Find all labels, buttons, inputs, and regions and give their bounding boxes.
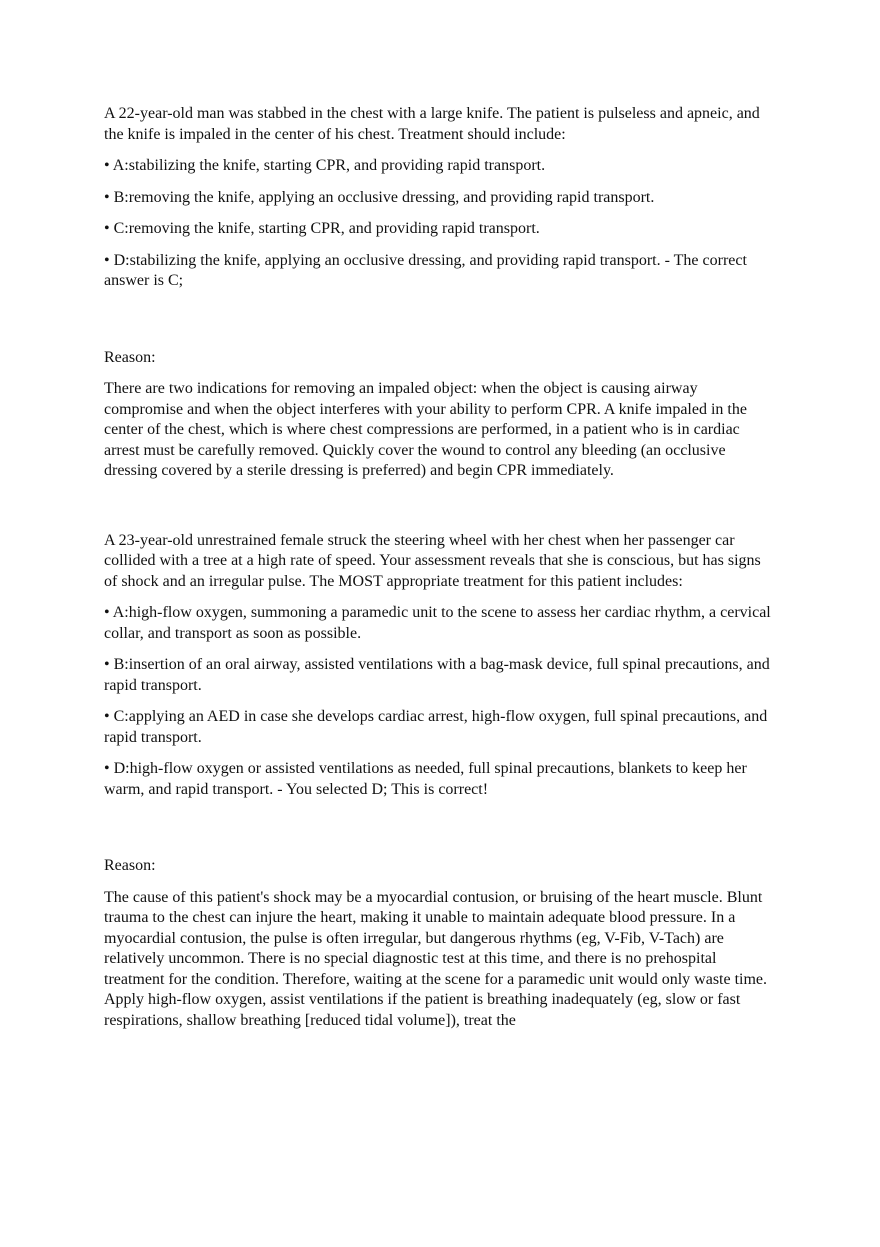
document-body [104,104,776,1031]
answer-option-a: • A:high-flow oxygen, summoning a paramedic unit to the scene to assess her cardiac rhythm, a cervical collar, and transport as soon as possible. [104,604,771,642]
question-block-2 [104,531,776,1032]
question-stem: A 22-year-old man was stabbed in the chest with a large knife. The patient is pulseless and apneic, and the knife is impaled in the center of his chest. Treatment should include: [104,105,760,143]
answer-option-d: • D:stabilizing the knife, applying an occlusive dressing, and providing rapid transport. - The correct answer is C; [104,251,747,289]
reason-heading: Reason: [104,348,156,366]
answer-option-c: • C:applying an AED in case she develops cardiac arrest, high-flow oxygen, full spinal precautions, and rapid transport. [104,708,768,746]
reason-text: There are two indications for removing an impaled object: when the object is causing airway compromise and when the object interferes with your ability to perform CPR. A knife impaled in the center of the chest, which is where chest compressions are performed, in a patient who is in cardiac arrest must be carefully removed. Quickly cover the wound to control any bleeding (an occlusive dressing covered by a sterile dressing is preferred) and begin CPR immediately. [104,380,747,479]
answer-option-c: • C:removing the knife, starting CPR, and providing rapid transport. [104,220,540,237]
answer-option-a: • A:stabilizing the knife, starting CPR, and providing rapid transport. [104,157,546,174]
reason-text: The cause of this patient's shock may be a myocardial contusion, or bruising of the heart muscle. Blunt trauma to the chest can injure the heart, making it unable to maintain adequate blood pressure. In a myocardial contusion, the pulse is often irregular, but dangerous rhythms (eg, V-Fib, V-Tach) are relatively uncommon. There is no special diagnostic test at this time, and there is no prehospital treatment for the condition. Therefore, waiting at the scene for a paramedic unit would only waste time. Apply high-flow oxygen, assist ventilations if the patient is breathing inadequately (eg, slow or fast respirations, shallow breathing [reduced tidal volume]), treat the [104,888,768,1029]
question-stem: A 23-year-old unrestrained female struck the steering wheel with her chest when her passenger car collided with a tree at a high rate of speed. Your assessment reveals that she is conscious, but has signs of shock and an irregular pulse. The MOST appropriate treatment for this patient includes: [104,531,761,590]
question-block-1 [104,104,776,482]
answer-option-b: • B:insertion of an oral airway, assisted ventilations with a bag-mask device, full spinal precautions, and rapid transport. [104,656,770,694]
reason-heading: Reason: [104,857,156,874]
answer-option-b: • B:removing the knife, applying an occlusive dressing, and providing rapid transport. [104,188,655,206]
answer-option-d: • D:high-flow oxygen or assisted ventilations as needed, full spinal precautions, blankets to keep her warm, and rapid transport. - You selected D; This is correct! [104,760,747,798]
